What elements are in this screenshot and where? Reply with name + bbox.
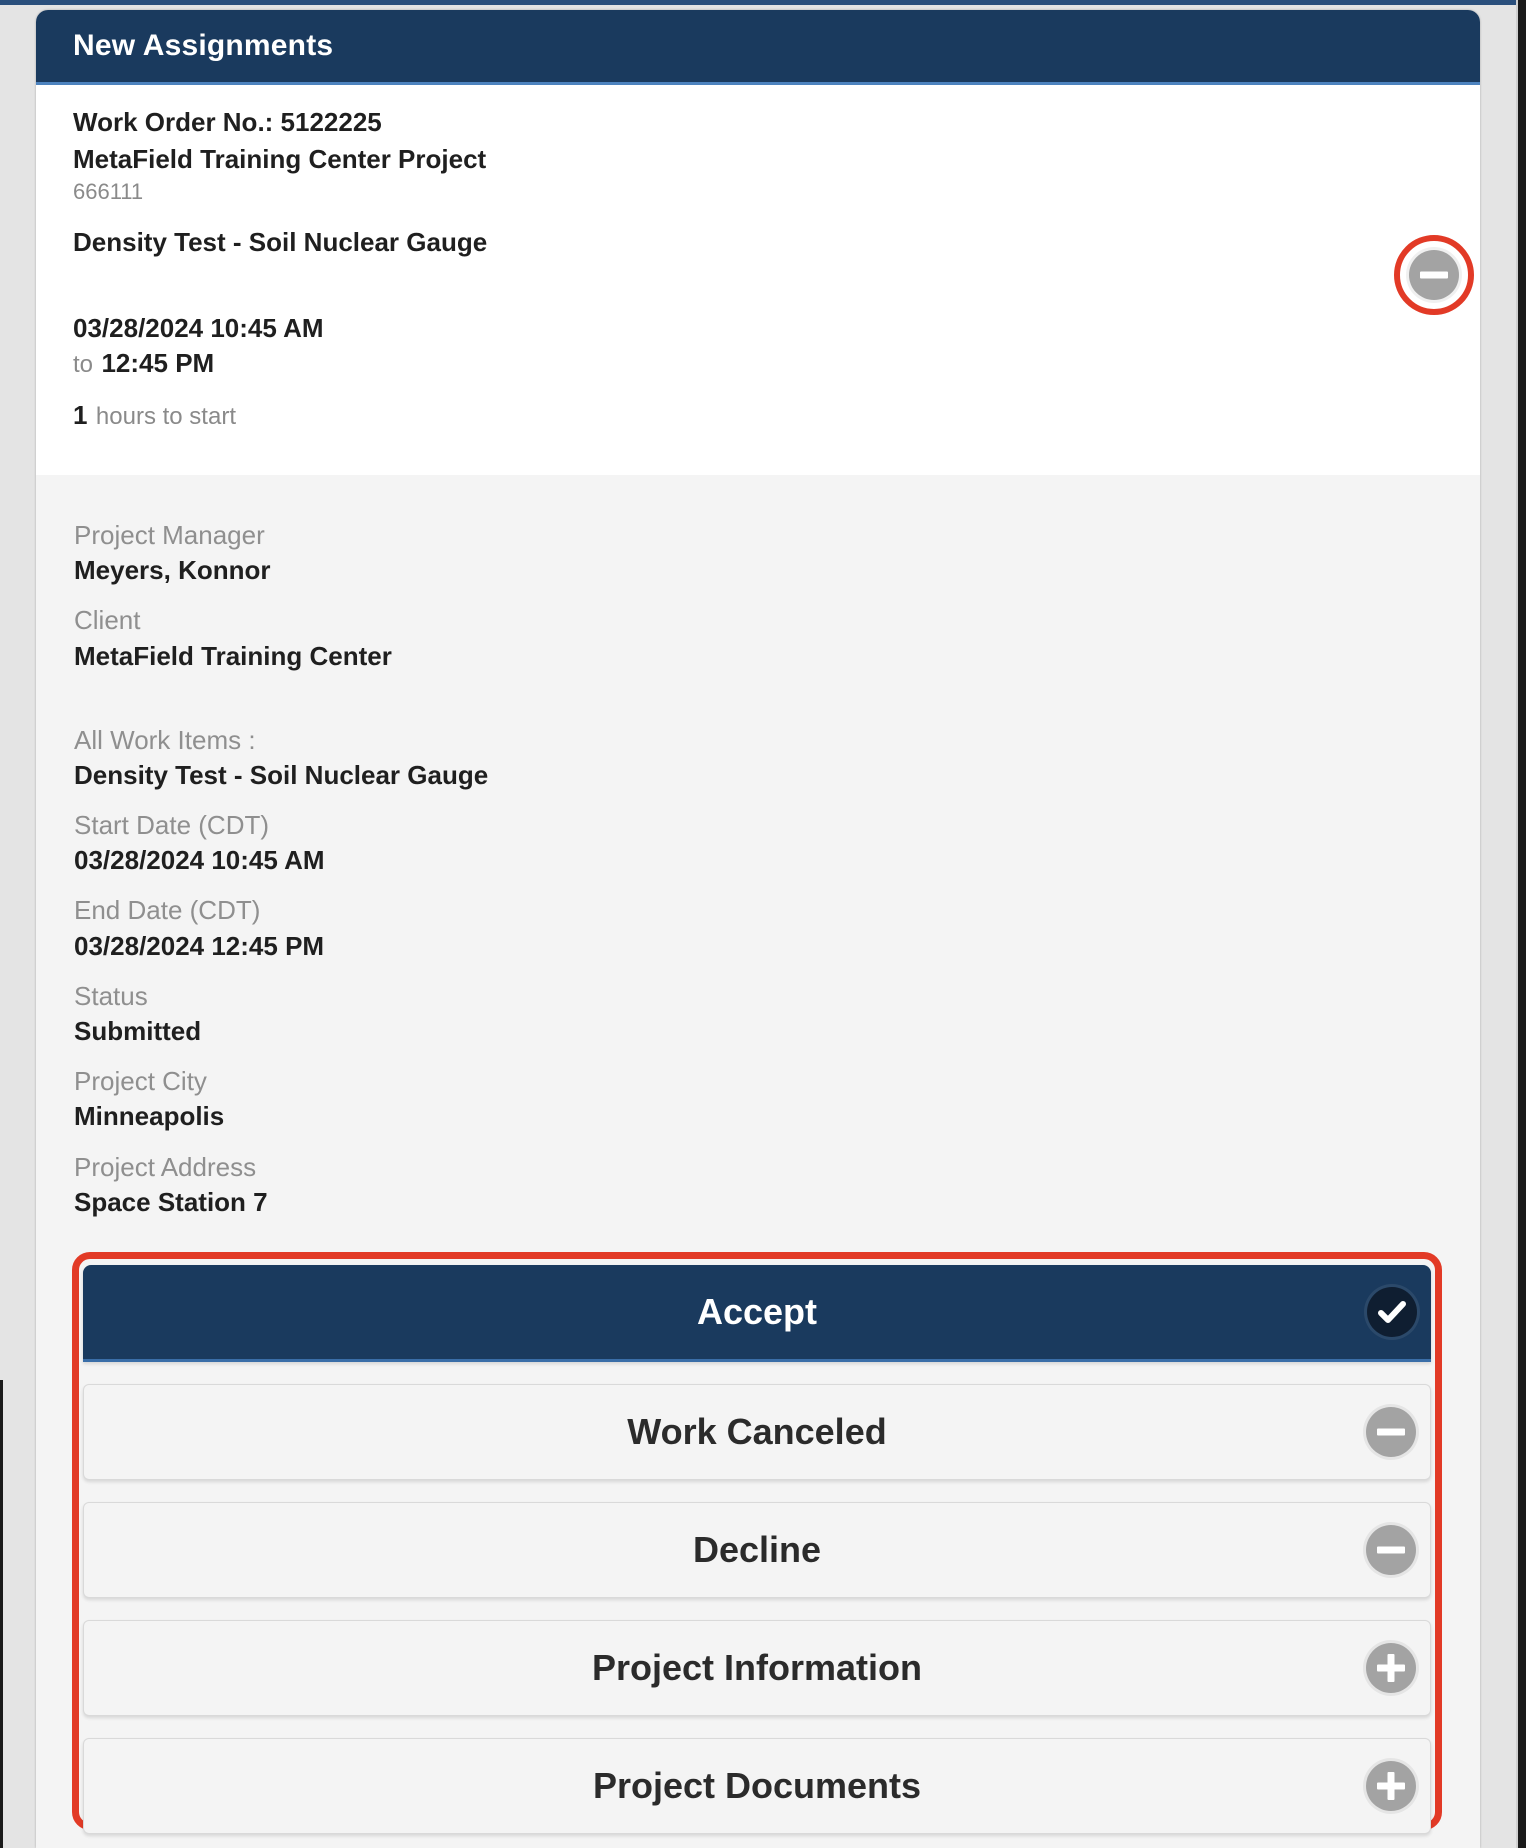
accept-button[interactable] [83, 1265, 1431, 1362]
start-datetime: 03/28/2024 10:45 AM [73, 313, 324, 343]
end-time: 12:45 PM [101, 348, 215, 378]
work-order-number: Work Order No.: 5122225 [73, 107, 382, 137]
end-time-row [73, 348, 214, 379]
hours-value: 1 [73, 400, 88, 430]
project-information-button-label: Project Information [591, 1647, 923, 1688]
actions-group [72, 1252, 1442, 1830]
decline-button[interactable] [83, 1502, 1431, 1598]
field-label: End Date (CDT) [74, 895, 261, 925]
window-edge-left [0, 1380, 3, 1848]
field-value-project-city: Minneapolis [74, 1101, 225, 1131]
field-value-client: MetaField Training Center [74, 641, 392, 671]
work-item-title: Density Test - Soil Nuclear Gauge [73, 227, 488, 257]
assignment-summary[interactable] [36, 85, 1480, 475]
minus-circle-icon [1409, 250, 1459, 300]
field-value-project-manager: Meyers, Konnor [74, 555, 271, 585]
field-value-start-date: 03/28/2024 10:45 AM [74, 845, 325, 875]
field-value-status: Submitted [74, 1016, 202, 1046]
field-value-project-address: Space Station 7 [74, 1187, 268, 1217]
work-canceled-button-label: Work Canceled [627, 1411, 887, 1452]
project-documents-button[interactable] [83, 1738, 1431, 1834]
field-label: Status [74, 981, 148, 1011]
check-circle-icon [1367, 1287, 1417, 1337]
field-label: Start Date (CDT) [74, 810, 270, 840]
hours-to-start [73, 400, 236, 431]
plus-circle-icon [1366, 1643, 1416, 1693]
project-information-button[interactable] [83, 1620, 1431, 1716]
hours-label: hours to start [95, 403, 236, 430]
field-label: Project City [74, 1066, 207, 1096]
accept-button-label: Accept [696, 1291, 818, 1332]
card-header-title: New Assignments [36, 10, 1480, 85]
field-value-work-items: Density Test - Soil Nuclear Gauge [74, 760, 489, 790]
collapse-toggle-button[interactable] [1394, 235, 1474, 315]
project-documents-button-label: Project Documents [592, 1765, 922, 1806]
field-label: Project Address [74, 1152, 257, 1182]
field-value-end-date: 03/28/2024 12:45 PM [74, 931, 325, 961]
window-edge [1518, 0, 1526, 1848]
assignment-card [36, 10, 1480, 1848]
field-label: Client [74, 605, 141, 635]
plus-circle-icon [1366, 1761, 1416, 1811]
decline-button-label: Decline [692, 1529, 822, 1570]
assignment-details [36, 475, 1480, 1848]
field-label: All Work Items : [74, 725, 256, 755]
field-label: Project Manager [74, 520, 265, 550]
minus-circle-icon [1366, 1525, 1416, 1575]
project-number: 666111 [73, 179, 144, 204]
to-label: to [73, 351, 94, 378]
project-name: MetaField Training Center Project [73, 144, 487, 174]
top-accent-line [0, 0, 1516, 5]
minus-circle-icon [1366, 1407, 1416, 1457]
work-canceled-button[interactable] [83, 1384, 1431, 1480]
